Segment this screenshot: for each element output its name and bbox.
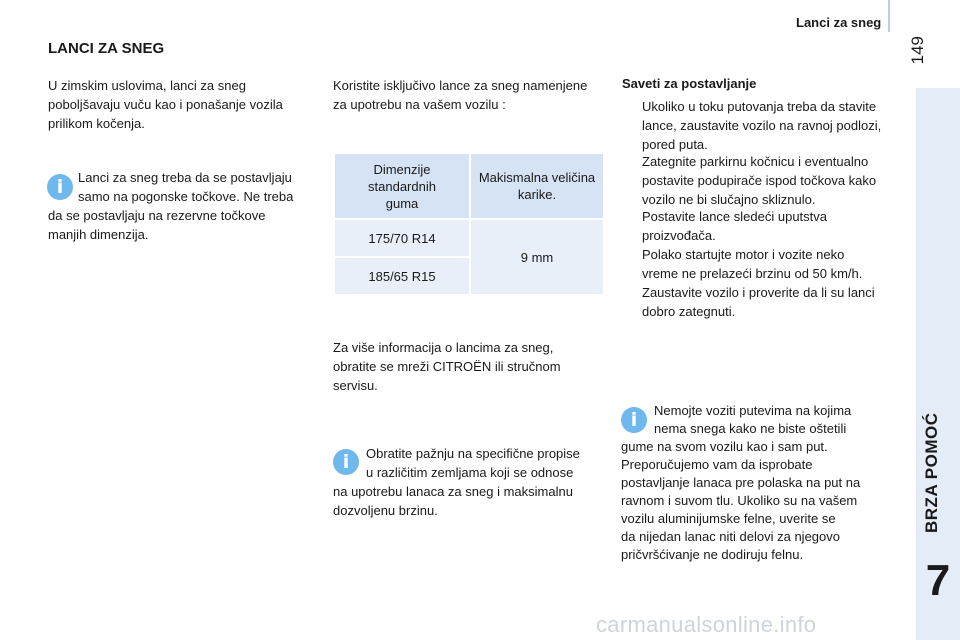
- text-line: vozilo ne bi slučajno skliznulo.: [642, 192, 816, 207]
- text-line: obratite se mreži CITROËN ili stručnom: [333, 359, 561, 374]
- text-line: karike.: [517, 187, 557, 202]
- page-number: 149: [908, 36, 927, 65]
- text-line: vozilu aluminijumske felne, uverite se: [621, 511, 836, 526]
- text-line: da se postavljaju na rezervne točkove: [48, 208, 266, 223]
- text-line: ravnom i suvom tlu. Ukoliko su na vašem: [621, 493, 858, 508]
- text-line: Ukoliko u toku putovanja treba da stavite: [642, 99, 877, 114]
- section-title: LANCI ZA SNEG: [48, 40, 165, 57]
- text-line: pored puta.: [642, 137, 708, 152]
- table-cell-tire-size: 175/70 R14: [335, 220, 469, 256]
- text-line: Koristite isključivo lance za sneg namenjene: [333, 78, 588, 93]
- text-line: Preporučujemo vam da isprobate: [621, 457, 813, 472]
- info-note-regulations: [333, 444, 608, 520]
- info-icon: i: [47, 174, 73, 200]
- text-line: Zategnite parkirnu kočnicu i eventualno: [642, 154, 869, 169]
- text-line: Makismalna veličina: [478, 170, 596, 185]
- text-line: U zimskim uslovima, lanci za sneg: [48, 78, 246, 93]
- list-item: [622, 245, 907, 283]
- table-cell-tire-size: 185/65 R15: [335, 258, 469, 294]
- table-header-link-size: [471, 154, 603, 218]
- text-line: Lanci za sneg treba da se postavljaju: [78, 170, 292, 185]
- list-item: [622, 97, 907, 154]
- intro-paragraph: [48, 76, 318, 133]
- text-line: u različitim zemljama koji se odnose: [366, 465, 574, 480]
- info-icon: i: [333, 449, 359, 475]
- chapter-number: 7: [925, 556, 951, 605]
- list-item: [622, 207, 907, 245]
- text-line: nema snega kako ne biste oštetili: [654, 421, 847, 436]
- text-line: za upotrebu na vašem vozilu :: [333, 97, 506, 112]
- text-line: Dimenzije: [373, 161, 431, 177]
- text-line: pričvršćivanje ne dodiruju felnu.: [621, 547, 804, 562]
- text-line: dozvoljenu brzinu.: [333, 503, 438, 518]
- table-header-row: [335, 154, 603, 218]
- info-note-no-snow: [621, 402, 913, 564]
- text-line: Za više informacija o lancima za sneg,: [333, 340, 554, 355]
- text-line: lance, zaustavite vozilo na ravnoj podlozi,: [642, 118, 882, 133]
- text-line: dobro zategnuti.: [642, 304, 736, 319]
- text-line: Postavite lance sledeći uputstva: [642, 209, 827, 224]
- text-line: na upotrebu lanaca za sneg i maksimalnu: [333, 484, 573, 499]
- text-line: guma: [385, 195, 419, 211]
- list-item: [622, 152, 907, 209]
- text-line: Obratite pažnju na specifične propise: [366, 446, 580, 461]
- tips-title: Saveti za postavljanje: [622, 76, 757, 91]
- header-divider: [888, 0, 890, 32]
- info-icon: i: [621, 407, 647, 433]
- text-line: Nemojte voziti putevima na kojima: [654, 403, 852, 418]
- table-row: [335, 220, 603, 256]
- text-line: postavljanje lanaca pre polaska na put na: [621, 475, 861, 490]
- text-line: proizvođača.: [642, 228, 716, 243]
- text-line: samo na pogonske točkove. Ne treba: [78, 189, 294, 204]
- text-line: servisu.: [333, 378, 378, 393]
- table-header-dimensions: [335, 154, 469, 218]
- text-line: da nijedan lanac niti delovi za njegovo: [621, 529, 840, 544]
- text-line: standardnih: [368, 178, 436, 194]
- more-info-paragraph: [333, 338, 608, 395]
- text-line: gume na svom vozilu kao i sam put.: [621, 439, 828, 454]
- text-line: vreme ne prelazeći brzinu od 50 km/h.: [642, 266, 863, 281]
- list-item: [622, 283, 907, 321]
- text-line: poboljšavaju vuču kao i ponašanje vozila: [48, 97, 283, 112]
- info-note-drive-wheels: [48, 168, 318, 244]
- tire-size-table: [333, 152, 605, 296]
- text-line: manjih dimenzija.: [48, 227, 149, 242]
- text-line: prilikom kočenja.: [48, 116, 145, 131]
- usage-paragraph: [333, 76, 608, 114]
- text-line: postavite podupirače ispod točkova kako: [642, 173, 877, 188]
- text-line: Polako startujte motor i vozite neko: [642, 247, 845, 262]
- running-header-title: Lanci za sneg: [796, 15, 882, 30]
- watermark: carmanualsonline.info: [596, 612, 817, 637]
- text-line: Zaustavite vozilo i proverite da li su lanci: [642, 285, 875, 300]
- chapter-label: BRZA POMOĆ: [922, 412, 941, 534]
- table-cell-link-size: 9 mm: [471, 220, 603, 294]
